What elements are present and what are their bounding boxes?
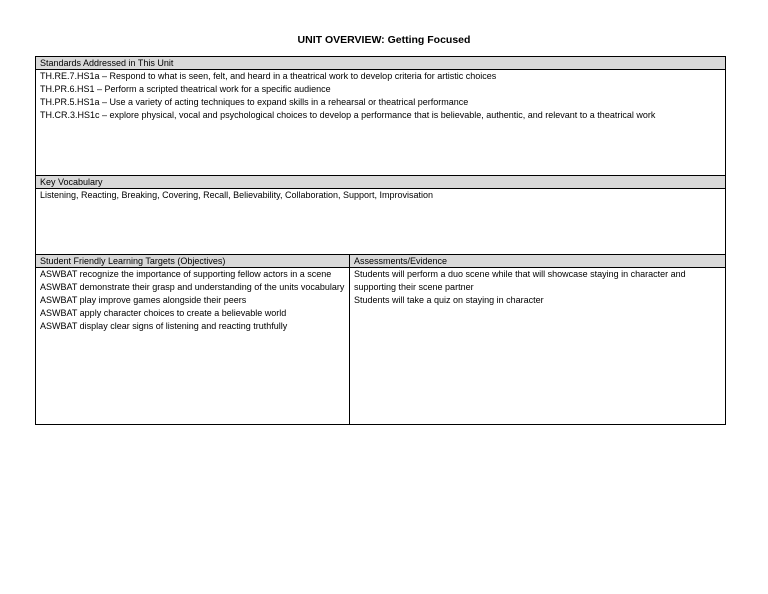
standards-header: Standards Addressed in This Unit	[36, 57, 726, 70]
assessments-list	[350, 268, 726, 425]
assessments-header: Assessments/Evidence	[350, 255, 726, 268]
standard-item: TH.PR.6.HS1 – Perform a scripted theatrical work for a specific audience	[40, 84, 331, 94]
objective-item: ASWBAT apply character choices to create a believable world	[40, 308, 287, 318]
objective-item: ASWBAT demonstrate their grasp and understanding of the units vocabulary	[40, 282, 345, 292]
assessment-item: Students will take a quiz on staying in character	[354, 295, 544, 305]
vocabulary-text: Listening, Reacting, Breaking, Covering, Recall, Believability, Collaboration, Support, Improvisation	[36, 189, 726, 255]
standard-item: TH.RE.7.HS1a – Respond to what is seen, felt, and heard in a theatrical work to develop criteria for artistic choices	[40, 71, 497, 81]
standards-list	[36, 70, 726, 176]
standard-item: TH.CR.3.HS1c – explore physical, vocal and psychological choices to develop a performance that is believable, authentic, and relevant to a theatrical work	[40, 110, 656, 120]
vocabulary-header: Key Vocabulary	[36, 176, 726, 189]
standard-item: TH.PR.5.HS1a – Use a variety of acting techniques to expand skills in a rehearsal or theatrical performance	[40, 97, 469, 107]
objective-item: ASWBAT recognize the importance of supporting fellow actors in a scene	[40, 269, 332, 279]
objective-item: ASWBAT display clear signs of listening and reacting truthfully	[40, 321, 288, 331]
unit-overview-table	[35, 56, 726, 425]
objectives-list	[36, 268, 350, 425]
page-title: UNIT OVERVIEW: Getting Focused	[297, 34, 471, 46]
objective-item: ASWBAT play improve games alongside their peers	[40, 295, 247, 305]
objectives-header: Student Friendly Learning Targets (Objectives)	[36, 255, 350, 268]
assessment-item: Students will perform a duo scene while that will showcase staying in character and supporting their scene partner	[354, 269, 686, 292]
